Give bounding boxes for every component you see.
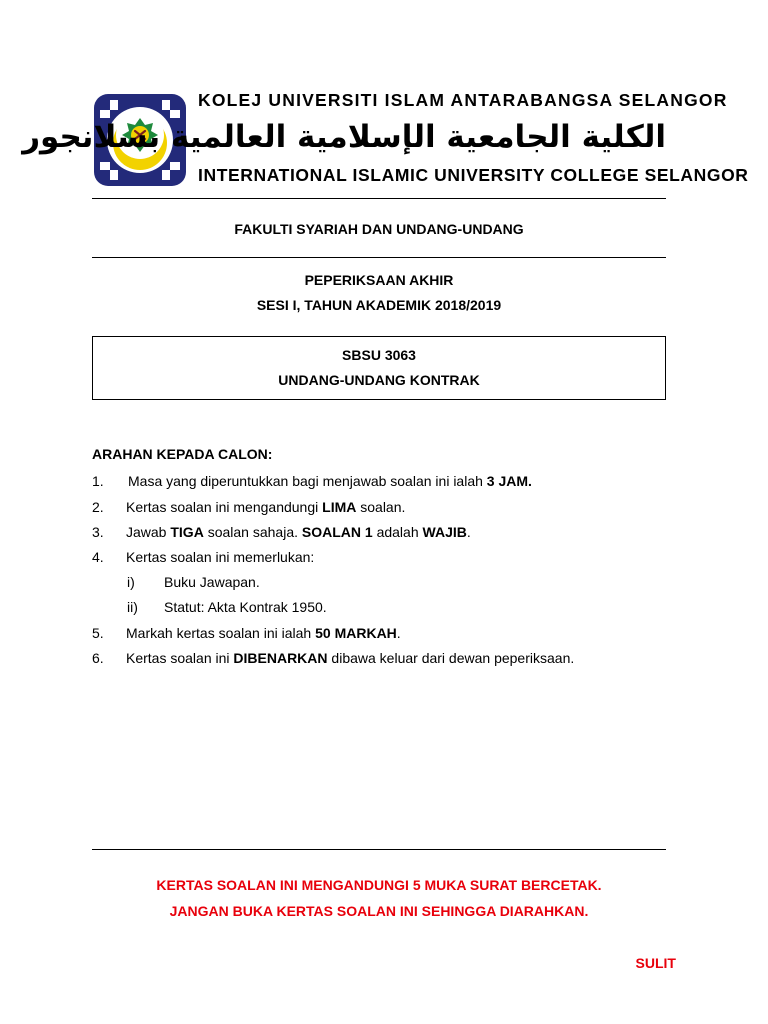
exam-session: SESI I, TAHUN AKADEMIK 2018/2019: [256, 297, 502, 313]
instruction-text-part: Kertas soalan ini mengandungi: [126, 499, 323, 515]
subitem-number: i): [127, 574, 135, 590]
instruction-emphasis: LIMA: [322, 499, 357, 515]
subitem-text: Statut: Akta Kontrak 1950.: [164, 599, 327, 615]
instructions-title: ARAHAN KEPADA CALON:: [92, 446, 273, 462]
instruction-number: 5.: [92, 625, 104, 641]
instruction-text-part: .: [396, 625, 401, 641]
instruction-text: [126, 625, 401, 641]
instruction-number: 1.: [92, 473, 104, 489]
divider-bottom: [92, 849, 666, 850]
instruction-text-part: soalan.: [356, 499, 406, 515]
instruction-number: 3.: [92, 524, 104, 540]
college-name-english: INTERNATIONAL ISLAMIC UNIVERSITY COLLEGE SELANGOR: [198, 165, 749, 185]
instruction-text: [126, 499, 405, 515]
faculty-name: FAKULTI SYARIAH DAN UNDANG-UNDANG: [234, 221, 524, 237]
instruction-text-part: dibawa keluar dari dewan peperiksaan.: [327, 650, 575, 666]
course-code: SBSU 3063: [342, 347, 416, 363]
course-box: [92, 336, 666, 400]
course-name: UNDANG-UNDANG KONTRAK: [278, 372, 480, 388]
instruction-text-part: .: [466, 524, 471, 540]
instruction-text-part: adalah: [372, 524, 423, 540]
divider-middle: [92, 257, 666, 258]
instruction-text: [126, 524, 471, 540]
instruction-text-part: Markah kertas soalan ini ialah: [126, 625, 316, 641]
college-name-arabic: الكلية الجامعية الإسلامية العالمية بسلانجور: [22, 119, 666, 155]
instruction-text: [126, 650, 574, 666]
instruction-text-part: Masa yang diperuntukkan bagi menjawab soalan ini ialah: [128, 473, 487, 489]
instruction-text: [126, 549, 314, 565]
instruction-number: 2.: [92, 499, 104, 515]
instruction-text-part: Kertas soalan ini: [126, 650, 234, 666]
page-count-notice: KERTAS SOALAN INI MENGANDUNGI 5 MUKA SURAT BERCETAK.: [156, 877, 602, 893]
instruction-emphasis: DIBENARKAN: [233, 650, 328, 666]
do-not-open-notice: JANGAN BUKA KERTAS SOALAN INI SEHINGGA DIARAHKAN.: [169, 903, 589, 919]
subitem-text: Buku Jawapan.: [164, 574, 260, 590]
instruction-emphasis: 3 JAM.: [486, 473, 532, 489]
instruction-number: 6.: [92, 650, 104, 666]
college-name-malay: KOLEJ UNIVERSITI ISLAM ANTARABANGSA SELANGOR: [198, 90, 728, 110]
confidential-label: SULIT: [635, 955, 676, 971]
instruction-emphasis: SOALAN 1: [301, 524, 373, 540]
exam-title: PEPERIKSAAN AKHIR: [304, 272, 454, 288]
instruction-text: [128, 473, 532, 489]
instruction-number: 4.: [92, 549, 104, 565]
subitem-number: ii): [127, 599, 138, 615]
instruction-emphasis: 50 MARKAH: [315, 625, 397, 641]
instruction-text-part: Kertas soalan ini memerlukan:: [126, 549, 315, 565]
instruction-text-part: soalan sahaja.: [203, 524, 302, 540]
instruction-emphasis: WAJIB: [422, 524, 467, 540]
instruction-text-part: Jawab: [126, 524, 171, 540]
divider-top: [92, 198, 666, 199]
instruction-emphasis: TIGA: [170, 524, 204, 540]
